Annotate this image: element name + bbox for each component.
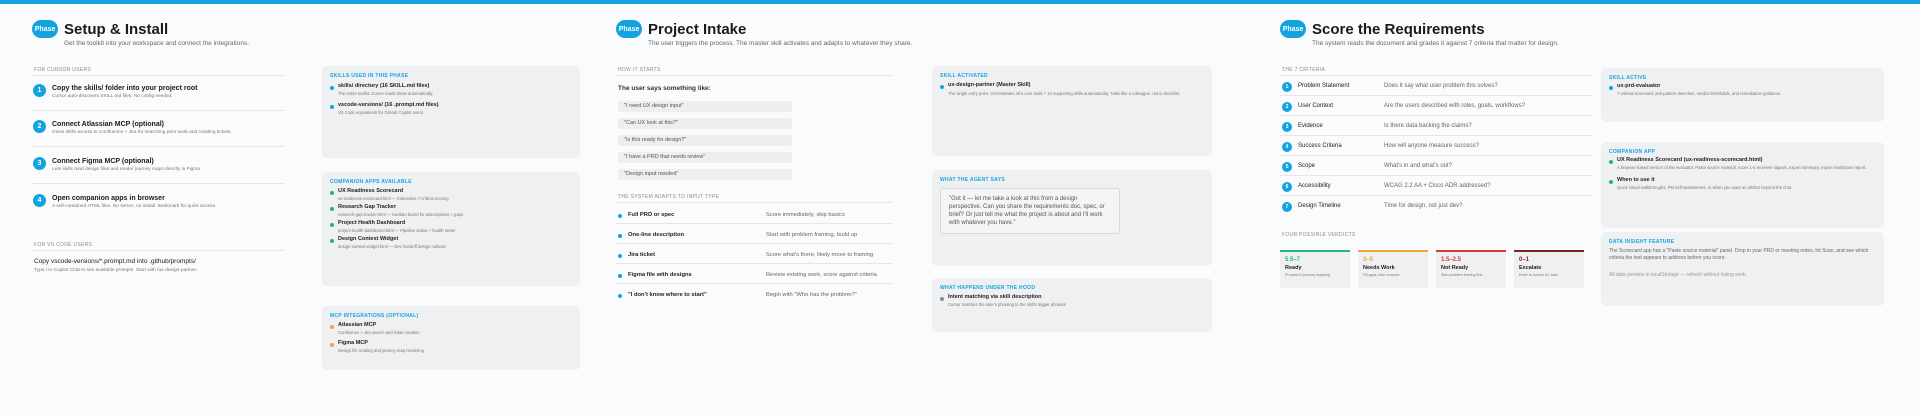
phase-score-requirements [1280,16,1884,406]
input-type: Figma file with designs [628,272,692,278]
verdict-label: Escalate [1519,265,1542,271]
phase-subtitle: The system reads the document and grades it against 7 criteria that matter for design. [1312,40,1559,47]
mcp-desc: Confluence + Jira search and ticket creation [338,330,420,335]
says-label: The user says something like: [618,85,711,92]
skill-desc: 7-criteria scorecard, anti-pattern detection, verdict thresholds, and remediation guidance. [1617,91,1782,96]
verdict-label: Ready [1285,265,1302,271]
hood-desc: Cursor matches the user's phrasing to the skill's trigger phrases [948,302,1066,307]
verdict-card [1280,250,1350,288]
skill-activated-card [932,66,1212,156]
step-desc: Cursor auto-discovers SKILL.md files. No config needed. [52,94,173,99]
phase-title: Project Intake [648,20,747,38]
input-response: Start with problem framing, build up [766,232,858,238]
criterion-name: Success Criteria [1298,143,1342,149]
item-title: skills/ directory (16 SKILL.md files) [338,83,430,89]
companion-app-card [1601,142,1884,228]
verdict-desc: Fill gaps, then re-score [1363,273,1400,277]
input-response: Score what's there, likely move to framing [766,252,874,258]
phase-title: Score the Requirements [1312,20,1485,38]
app-desc: A browser-based version of the evaluator. Paste source material, score 1-5 reviewer signals, export summary, export markdown report. [1617,165,1867,170]
verdict-desc: Refer to human UX lead [1519,273,1558,277]
criterion-question: WCAG 2.2 AA + Cisco ADR addressed? [1384,183,1491,189]
step-title: Connect Atlassian MCP (optional) [52,121,165,128]
phase-title: Setup & Install [64,20,169,38]
criterion-name: Design Timeline [1298,203,1341,209]
criterion-number: 2 [1282,102,1292,112]
criterion-number: 3 [1282,122,1292,132]
card-title: SKILL ACTIVE [1609,75,1647,81]
mcp-card [322,306,580,370]
criterion-number: 1 [1282,82,1292,92]
criterion-name: Evidence [1298,123,1323,129]
phase-badge: Phase [32,20,58,38]
step-number: 4 [33,194,46,207]
criterion-question: Are the users described with roles, goals, workflows? [1384,103,1526,109]
app-desc: ux-readiness-scorecard.html — interactive 7-criteria scoring [338,196,449,201]
criterion-name: User Context [1298,103,1334,109]
verdict-label: Not Ready [1441,265,1469,271]
verdict-card [1436,250,1506,288]
vscode-desc: Type / in Copilot Chat to see available prompts. Start with /ux-design-partner. [34,268,198,273]
card-title: WHAT HAPPENS UNDER THE HOOD [940,285,1036,291]
app-desc: design-context-widget.html — Dev handoff design callouts [338,244,446,249]
criterion-name: Scope [1298,163,1316,169]
skill-name: ux-design-partner (Master Skill) [948,82,1031,88]
app-desc: research-gap-tracker.html — Kanban board for assumptions > gaps [338,212,464,217]
input-type: Full PRD or spec [628,212,675,218]
card-title: DATA INSIGHT FEATURE [1609,239,1675,245]
agent-says-card [932,170,1212,266]
skill-name: ux-prd-evaluator [1617,83,1661,89]
section-label: FOUR POSSIBLE VERDICTS [1282,232,1356,238]
app-title: Research Gap Tracker [338,204,397,210]
verdict-score: 1.5–2.5 [1441,257,1462,263]
step-number: 3 [33,157,46,170]
card-title: SKILL ACTIVATED [940,73,988,79]
criterion-name: Problem Statement [1298,83,1350,89]
phase-subtitle: The user triggers the process. The master skill activates and adapts to whatever they share. [648,40,913,47]
app-title: UX Readiness Scorecard (ux-readiness-scorecard.html) [1617,157,1763,163]
under-hood-card [932,278,1212,332]
example-quote: "I have a PRD that needs review" [618,152,792,163]
criterion-question: Is there data backing the claims? [1384,123,1472,129]
section-label: THE 7 CRITERIA [1282,67,1326,73]
step-number: 2 [33,120,46,133]
example-quote: "Design input needed" [618,169,792,180]
card-title: SKILLS USED IN THIS PHASE [330,73,409,79]
when-title: When to use it [1617,177,1655,183]
criterion-name: Accessibility [1298,183,1331,189]
section-label: THE SYSTEM ADAPTS TO INPUT TYPE [618,194,720,200]
example-quote: "I need UX design input" [618,101,792,112]
section-label: FOR VS CODE USERS [34,242,93,248]
step-title: Copy the skills/ folder into your project root [52,85,198,92]
input-type: One-line description [628,232,685,238]
verdicts-row [1280,250,1592,288]
card-title: WHAT THE AGENT SAYS [940,177,1005,183]
app-title: Design Context Widget [338,236,399,242]
input-type: "I don't know where to start" [628,292,707,298]
phase-subtitle: Get the toolkit into your workspace and connect the integrations. [64,40,249,47]
verdict-card [1358,250,1428,288]
phase-badge: Phase [1280,20,1306,38]
criterion-number: 5 [1282,162,1292,172]
input-response: Score immediately, skip basics [766,212,845,218]
app-title: Project Health Dashboard [338,220,406,226]
verdict-score: 5.5–7 [1285,257,1301,263]
input-response: Review existing work, score against criteria [766,272,877,278]
companion-apps-card [322,172,580,286]
data-insight-card [1601,232,1884,306]
input-type: Jira ticket [628,252,656,258]
vscode-instruction: Copy vscode-versions/*.prompt.md into .github/prompts/ [34,258,196,265]
item-desc: The entire toolkit. Cursor reads these automatically. [338,91,434,96]
example-quote: "Can UX look at this?" [618,118,792,129]
step-title: Open companion apps in browser [52,195,165,202]
criterion-question: How will anyone measure success? [1384,143,1480,149]
section-label: HOW IT STARTS [618,67,661,73]
section-label: FOR CURSOR USERS [34,67,92,73]
input-response: Begin with "Who has the problem?" [766,292,857,298]
hood-title: Intent matching via skill description [948,294,1042,300]
top-accent-bar [0,0,1920,4]
data-insight-text: The Scorecard app has a "Paste source material" panel. Drop in your PRD or meeting notes, hit Scan, and see which criteria the text appears to address before you score. [1609,248,1869,261]
verdict-desc: Start problem framing first [1441,273,1483,277]
step-number: 1 [33,84,46,97]
item-desc: VS Code equivalents for GitHub Copilot users. [338,110,425,115]
when-desc: Quick visual walkthroughs, PM self-assessment, or when you want an artifact beyond the chat. [1617,185,1793,190]
criterion-question: Time for design, not just dev? [1384,203,1463,209]
verdict-desc: Proceed to journey mapping [1285,273,1330,277]
verdict-card [1514,250,1584,288]
app-desc: project-health-dashboard.html — Pipeline status + health meter [338,228,456,233]
phase-project-intake [616,16,1212,406]
phase-badge: Phase [616,20,642,38]
verdict-score: 0–1 [1519,257,1530,263]
card-title: COMPANION APP [1609,149,1656,155]
criterion-number: 6 [1282,182,1292,192]
step-desc: Gives skills access to Confluence + Jira for searching prior work and creating tickets. [52,130,232,135]
criterion-question: What's in and what's out? [1384,163,1452,169]
mcp-title: Atlassian MCP [338,322,377,328]
criterion-number: 4 [1282,142,1292,152]
card-title: COMPANION APPS AVAILABLE [330,179,412,185]
verdict-label: Needs Work [1363,265,1395,271]
step-desc: Lets skills read design files and render journey maps directly in Figma. [52,167,202,172]
agent-quote: "Got it — let me take a look at this from a design perspective. Can you share the requirements doc, spec, or brief? Or just tell me what the project is about and I'll work with whatever you have." [940,188,1120,234]
criterion-question: Does it say what user problem this solves? [1384,83,1498,89]
phase-setup-install [32,16,580,406]
verdict-score: 3–5 [1363,257,1374,263]
data-insight-note: All data persists in localStorage — refresh without losing work. [1609,272,1748,278]
skills-card [322,66,580,158]
criterion-number: 7 [1282,202,1292,212]
example-quote: "Is this ready for design?" [618,135,792,146]
skill-active-card [1601,68,1884,122]
step-title: Connect Figma MCP (optional) [52,158,154,165]
app-title: UX Readiness Scorecard [338,188,404,194]
item-title: vscode-versions/ (16 .prompt.md files) [338,102,439,108]
mcp-title: Figma MCP [338,340,368,346]
mcp-desc: Design file reading and journey map rendering [338,348,424,353]
skill-desc: The single entry point. Orchestrates all 5 core tools + 10 supporting skills automatically. Talks like a colleague, not a checklist. [948,91,1181,96]
card-title: MCP INTEGRATIONS (OPTIONAL) [330,313,419,319]
step-desc: A self-contained HTML files. No server, no install. Bookmark for quick access. [52,204,217,209]
